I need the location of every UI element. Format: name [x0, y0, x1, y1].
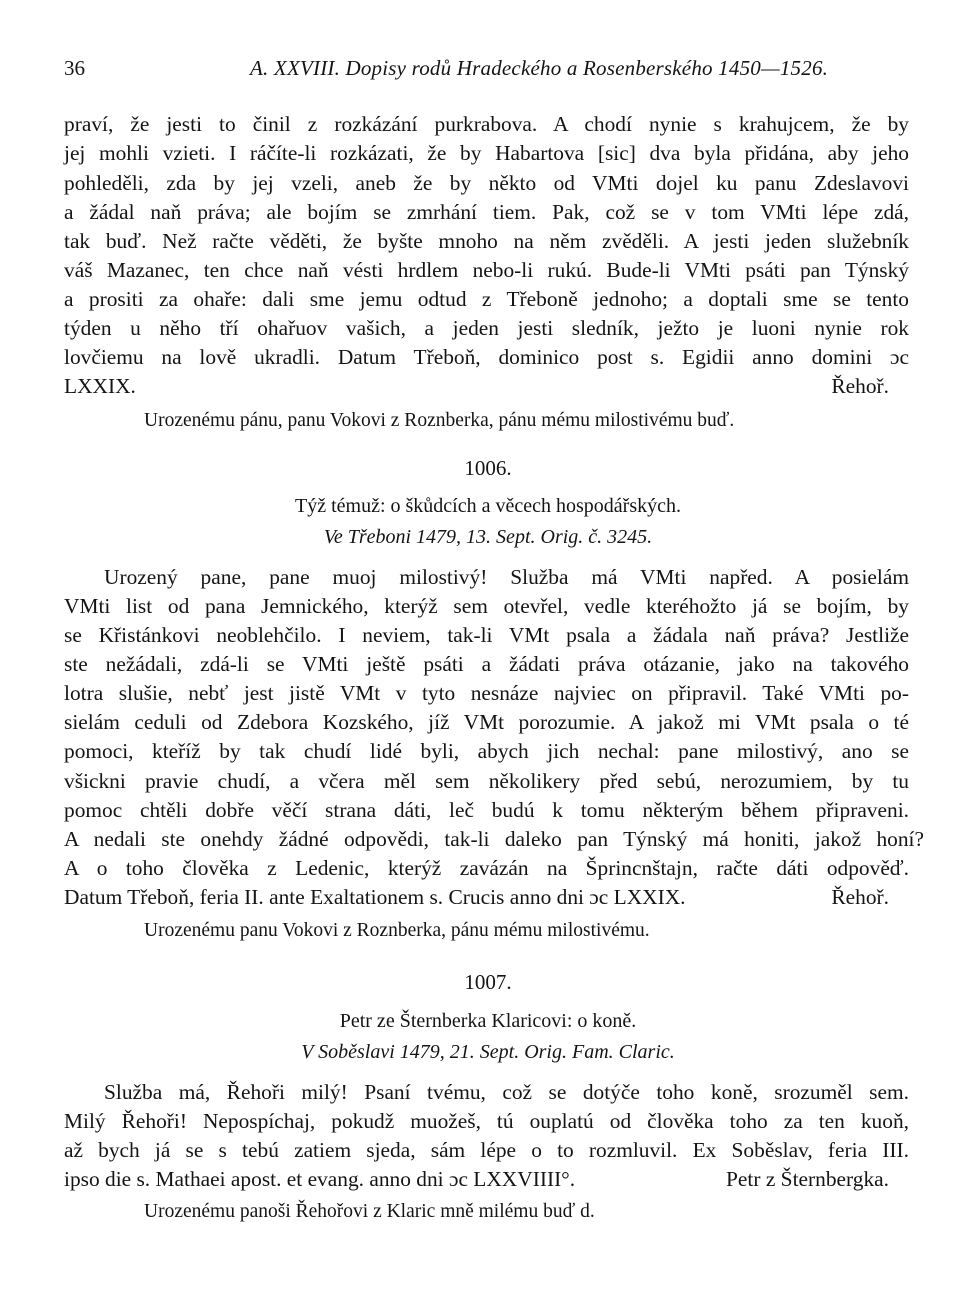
- text-line: jej mohli vzieti. I ráčíte-li rozkázati, že by Habartova [sic] dva byla přidána, aby jeho: [64, 141, 909, 165]
- page-number: 36: [64, 56, 85, 80]
- text-line: pohleděli, zda by jej vzeli, aneb že by někto od VMti dojel ku panu Zdeslavovi: [64, 171, 909, 195]
- closing-text: LXXIX.: [64, 374, 136, 398]
- text-line: lovčiemu na lově ukradli. Datum Třeboň, dominico post s. Egidii anno domini ɔc: [64, 345, 909, 369]
- letter-source: V Soběslavi 1479, 21. Sept. Orig. Fam. Claric.: [301, 1041, 675, 1063]
- text-line: A o toho člověka z Ledenic, kterýž zavázán na Šprincnštajn, račte dáti odpověď.: [64, 856, 909, 880]
- signature: Řehoř.: [831, 885, 889, 909]
- text-line: váš Mazanec, ten chce naň vésti hrdlem nebo-li rukú. Bude-li VMti psáti pan Týnský: [64, 258, 909, 282]
- address-line: Urozenému panoši Řehořovi z Klaric mně milému buď d.: [144, 1201, 595, 1222]
- closing-line: [64, 1165, 909, 1194]
- letter-number: 1007.: [464, 970, 512, 994]
- text-line: A nedali ste onehdy žádné odpovědi, tak-li daleko pan Týnský má honiti, jakož honí?: [64, 827, 924, 851]
- text-line: Služba má, Řehoři milý! Psaní tvému, což se dotýče toho koně, srozuměl sem.: [104, 1080, 909, 1104]
- text-line: týden u něho tří ohařuov vašich, a jeden jesti sledník, ježto je luoni nynie rok: [64, 316, 909, 340]
- closing-text: Datum Třeboň, feria II. ante Exaltationem s. Crucis anno dni ɔc LXXIX.: [64, 885, 686, 909]
- letter-source: Ve Třeboni 1479, 13. Sept. Orig. č. 3245.: [323, 526, 653, 548]
- running-header: [64, 56, 894, 90]
- text-line: všickni pravie chudí, a včera měl sem několikery před sebú, nerozumiem, by tu: [64, 769, 909, 793]
- signature: Petr z Šternbergka.: [726, 1167, 889, 1191]
- letter-summary: Petr ze Šternberka Klaricovi: o koně.: [339, 1010, 637, 1032]
- text-line: tak buď. Než račte věděti, že byšte mnoho na něm zvěděli. A jesti jeden služebník: [64, 229, 909, 253]
- text-line: Milý Řehoři! Nepospíchaj, pokudž muožeš, tú ouplatú od člověka toho za ten kuoň,: [64, 1109, 909, 1133]
- running-title: A. XXVIII. Dopisy rodů Hradeckého a Rosenberského 1450—1526.: [250, 56, 829, 80]
- closing-line: [64, 883, 909, 912]
- letter-number: 1006.: [464, 456, 512, 480]
- signature: Řehoř.: [831, 374, 889, 398]
- letter-summary: Týž témuž: o škůdcích a věcech hospodářských.: [295, 495, 681, 517]
- address-line: Urozenému pánu, panu Vokovi z Roznberka, pánu mému milostivému buď.: [144, 410, 735, 431]
- text-line: a prositi za ohaře: dali sme jemu odtud z Třeboně jednoho; a doptali sme se tento: [64, 287, 909, 311]
- closing-line: [64, 372, 909, 401]
- text-line: sielám ceduli od Zdebora Kozského, jíž VMt porozumie. A jakož mi VMt psala o té: [64, 710, 909, 734]
- text-line: VMti list od pana Jemnického, kterýž sem otevřel, vedle kteréhožto já se bojím, by: [64, 594, 909, 618]
- text-line: praví, že jesti to činil z rozkázání purkrabova. A chodí nynie s krahujcem, že by: [64, 112, 909, 136]
- text-line: ste nežádali, zdá-li se VMti ještě psáti a žádati práva otázanie, jako na takového: [64, 652, 909, 676]
- text-line: lotra slušie, nebť jest jistě VMt v tyto nesnáze najviec on připravil. Také VMti po-: [64, 681, 909, 705]
- address-line: Urozenému panu Vokovi z Roznberka, pánu mému milostivému.: [144, 920, 650, 941]
- text-line: až bych já se s tebú zatiem sjeda, sám lépe o to rozmluvil. Ex Soběslav, feria III.: [64, 1138, 909, 1162]
- text-line: a žádal naň práva; ale bojím se zmrhání tiem. Pak, což se v tom VMti lépe zdá,: [64, 200, 909, 224]
- text-line: se Křistánkovi neoblehčilo. I neviem, tak-li VMt psala a žádala naň práva? Jestliže: [64, 623, 909, 647]
- text-line: pomoc chtěli dobře věčí strana dáti, leč budú k tomu některým během připraveni.: [64, 798, 909, 822]
- closing-text: ipso die s. Mathaei apost. et evang. anno dni ɔc LXXVIIII°.: [64, 1167, 576, 1191]
- text-line: Urozený pane, pane muoj milostivý! Služba má VMti napřed. A posielám: [104, 565, 909, 589]
- text-line: pomoci, kteříž by tak chudí lidé byli, abych jich nechal: pane milostivý, ano se: [64, 739, 909, 763]
